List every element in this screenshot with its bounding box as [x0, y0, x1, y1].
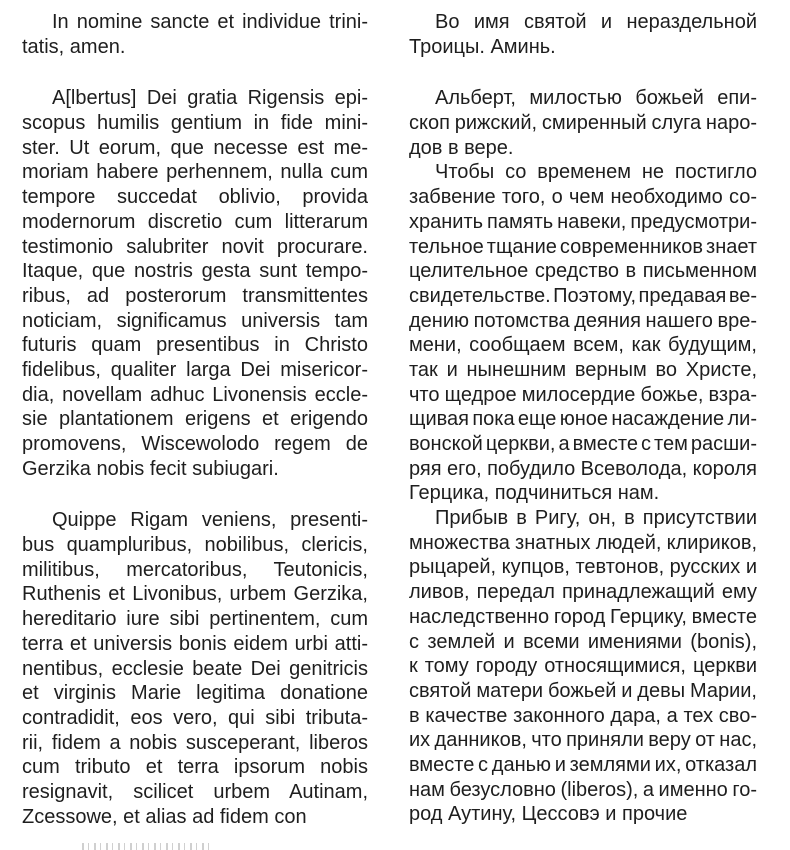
- text-line: вместе с данью и землями их, отказал: [409, 753, 757, 776]
- text-line: A[lbertus] Dei gratia Rigensis epi-: [52, 87, 368, 110]
- text-line: ливов, передал принадлежащий ему: [409, 581, 757, 604]
- text-line: Герцика, подчиниться нам.: [409, 482, 660, 505]
- text-line: et virginis Marie legitima donatione: [22, 682, 368, 705]
- text-line: что щедрое милосердие божье, взра-: [409, 383, 757, 406]
- text-line: забвение того, о чем необходимо со-: [409, 186, 757, 209]
- text-line: tempore succedat oblivio, provida: [22, 186, 368, 209]
- cut-off-text-fragment: [82, 843, 214, 850]
- text-line: cum tributo et terra ipsorum nobis: [22, 756, 368, 779]
- text-line: Троицы. Аминь.: [409, 35, 556, 58]
- paragraph: [22, 86, 368, 481]
- text-line: Ruthenis et Livonibus, urbem Gerzika,: [22, 583, 368, 606]
- text-line: так и нынешним верным во Христе,: [409, 358, 757, 381]
- latin-column: [22, 10, 368, 829]
- text-line: fidelibus, qualiter larga Dei misericor-: [22, 358, 368, 381]
- text-line: скоп рижский, смиренный слуга наро-: [409, 112, 757, 135]
- text-line: их данников, что приняли веру от нас,: [409, 729, 758, 752]
- text-line: Zcessowe, et alias ad fidem con: [22, 805, 307, 828]
- text-line: мени, сообщаем всем, как будущим,: [409, 334, 757, 357]
- text-line: с землей и всеми имениями (bonis),: [409, 630, 757, 653]
- text-line: ster. Ut eorum, que necesse est me-: [22, 136, 368, 159]
- text-line: moriam habere perhennem, nulla cum: [22, 161, 368, 184]
- text-line: Прибыв в Ригу, он, в присутствии: [435, 507, 757, 530]
- text-line: dia, novellam adhuc Livonensis eccle-: [22, 383, 368, 406]
- text-line: дению потомства деяния нашего вре-: [409, 309, 757, 332]
- paragraph: [22, 10, 368, 59]
- text-line: нам безусловно (liberos), а именно го-: [409, 778, 757, 801]
- text-line: ribus, ad posterorum transmittentes: [22, 284, 368, 307]
- text-line: дов в вере.: [409, 136, 514, 159]
- paragraph: [409, 10, 757, 59]
- text-line: hereditario iure sibi pertinentem, cum: [22, 608, 368, 631]
- paragraph: [409, 86, 757, 160]
- text-line: noticiam, significamus universis tam: [22, 309, 368, 332]
- text-line: множества знатных людей, клириков,: [409, 531, 757, 554]
- text-line: testimonio salubriter novit procurare.: [22, 235, 368, 258]
- paragraph: [409, 506, 757, 827]
- text-line: свидетельстве. Поэтому, предавая ве-: [409, 284, 757, 307]
- paragraph: [409, 160, 757, 506]
- text-line: в качестве законного дара, а тех сво-: [409, 704, 757, 727]
- text-line: Gerzika nobis fecit subiugari.: [22, 457, 279, 480]
- text-line: promovens, Wiscewolodo regem de: [22, 433, 368, 455]
- text-line: tatis, amen.: [22, 35, 126, 58]
- text-line: nentibus, ecclesie beate Dei genitricis: [22, 657, 368, 680]
- text-line: святой матери божьей и девы Марии,: [409, 679, 757, 702]
- text-line: contradidit, eos vero, qui sibi tributa-: [22, 706, 368, 729]
- text-line: наследственно город Герцику, вместе: [409, 605, 757, 628]
- text-line: к тому городу относящимися, церкви: [409, 655, 757, 678]
- text-line: ряя его, побудило Всеволода, короля: [409, 457, 757, 480]
- text-line: целительное средство в письменном: [409, 260, 757, 283]
- text-line: вонской церкви, а вместе с тем расши-: [409, 433, 757, 455]
- text-line: Itaque, que nostris gesta sunt tempo-: [22, 260, 368, 283]
- text-line: род Аутину, Цессовэ и прочие: [409, 803, 688, 826]
- text-line: Quippe Rigam veniens, presenti-: [52, 509, 368, 532]
- text-line: scopus humilis gentium in fide mini-: [22, 112, 368, 135]
- text-line: rii, fidem a nobis susceperant, liberos: [22, 731, 368, 754]
- text-line: In nomine sancte et individue trini-: [52, 11, 368, 33]
- text-line: militibus, mercatoribus, Teutonicis,: [22, 558, 368, 581]
- russian-column: [409, 10, 757, 827]
- text-line: хранить память навеки, предусмотри-: [409, 210, 757, 233]
- text-line: bus quampluribus, nobilibus, clericis,: [22, 534, 368, 557]
- text-line: futuris quam presentibus in Christo: [22, 334, 368, 357]
- text-line: рыцарей, купцов, тевтонов, русских и: [409, 556, 757, 579]
- text-line: resignavit, scilicet urbem Autinam,: [22, 780, 368, 803]
- text-line: Во имя святой и нераздельной: [435, 11, 757, 33]
- text-line: Чтобы со временем не постигло: [435, 161, 757, 184]
- text-line: щивая пока еще юное насаждение ли-: [409, 408, 757, 431]
- text-line: Альберт, милостью божьей епи-: [435, 87, 757, 110]
- text-line: тельное тщание современников знает: [409, 235, 757, 258]
- text-line: modernorum discretio cum litterarum: [22, 210, 368, 233]
- text-line: sie plantationem erigens et erigendo: [22, 408, 368, 431]
- text-line: terra et universis bonis eidem urbi atti-: [22, 632, 368, 655]
- paragraph: [22, 508, 368, 829]
